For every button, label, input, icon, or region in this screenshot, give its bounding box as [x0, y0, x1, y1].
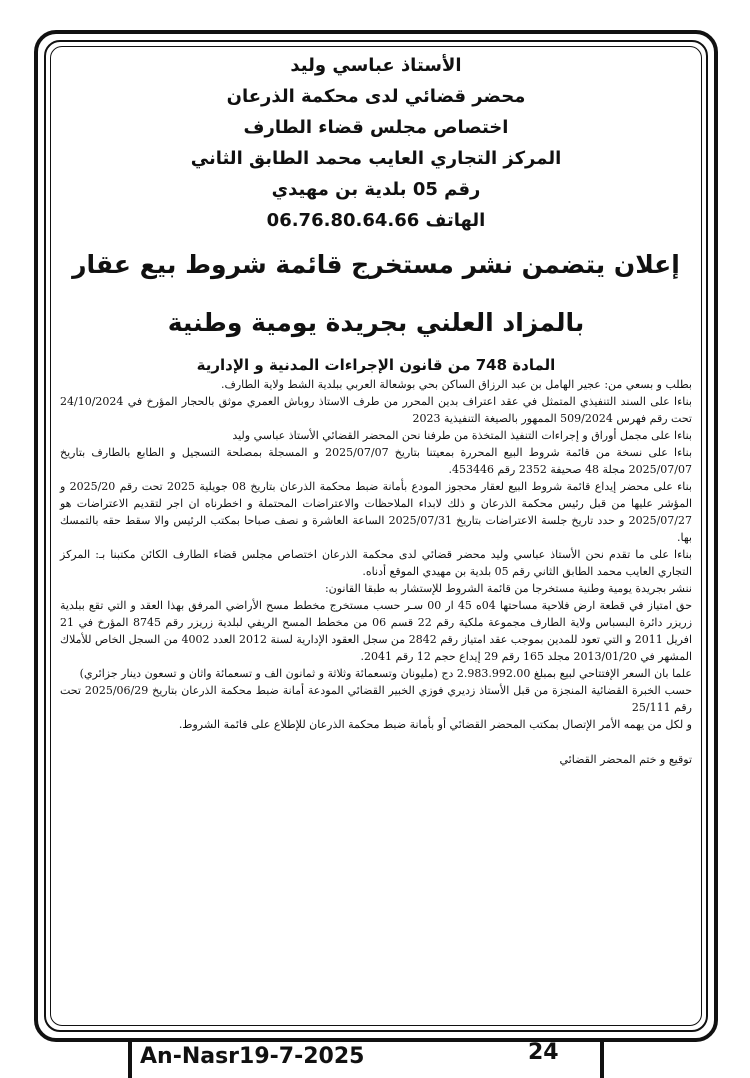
paragraph: بطلب و بسعي من: عجير الهامل بن عبد الرزاق الساكن بحي بوشعالة العربي ببلدية الشط ولاية الطارف. — [220, 378, 692, 391]
paragraph: حسب الخبرة القضائية المنجزة من قبل الأستاذ زديري فوزي الخبير القضائي المودعة أمانة ضبط محكمة الذرعان بتاريخ 2025/06/29 تحت رقم 25/111 — [60, 684, 692, 714]
announcement-body — [60, 376, 692, 733]
paragraph: و لكل من يهمه الأمر الإتصال بمكتب المحضر القضائي أو بأمانة ضبط محكمة الذرعان للإطلاع على قائمة الشروط. — [178, 718, 692, 731]
bailiff-municipality: رقم 05 بلدية بن مهيدي — [271, 179, 481, 200]
announcement-title-line2: بالمزاد العلني بجريدة يومية وطنية — [167, 308, 585, 337]
bailiff-address: المركز التجاري العايب محمد الطابق الثاني — [190, 148, 562, 169]
bailiff-header — [60, 50, 692, 236]
paragraph: بناءا على ما تقدم نحن الأستاذ عباسي وليد محضر قضائي لدى محكمة الذرعان اختصاص مجلس قضاء الطارف الكائن مكتبنا بـ: المركز التجاري العايب محمد الطابق الثاني رقم 05 بلدية بن مهيدي الموقع أدناه. — [60, 548, 692, 578]
announcement-title-line1: إعلان يتضمن نشر مستخرج قائمة شروط بيع عقار — [72, 250, 680, 279]
bailiff-court: محضر قضائي لدى محكمة الذرعان — [226, 86, 526, 107]
paragraph: بناء على محضر إيداع قائمة شروط البيع لعقار محجوز المودع بأمانة ضبط محكمة الذرعان بتاريخ 08 جويلية 2025 تحت رقم 2025/20 و المؤشر عليها من قبل رئيس محكمة الذرعان و ذلك لابداء الملاحظات والاعتراضات المحتملة و اخطرناه ان اجر لتقديم الاعتراضات هو 2025/07/27 و حدد تاريخ جلسة الاعتراضات بتاريخ 2025/07/31 الساعة العاشرة و نصف صباحا بمكتب الرئيس والا سقط حقه بالتمسك بها. — [60, 480, 692, 544]
bailiff-jurisdiction: اختصاص مجلس قضاء الطارف — [243, 117, 509, 138]
signature-line: توقيع و ختم المحضر القضائي — [559, 753, 692, 766]
paragraph: علما بان السعر الإفتتاحي لبيع بمبلغ 2.983.992.00 دج (مليونان وتسعمائة وثلاثة و ثمانون الف و تسعمائة واثان و تسعون دينار جزائري) — [79, 667, 692, 680]
bailiff-phone: الهاتف 06.76.80.64.66 — [266, 210, 486, 231]
announcement-content — [60, 50, 692, 1010]
page-number: 24 — [528, 1040, 559, 1065]
legal-article: المادة 748 من قانون الإجراءات المدنية و الإدارية — [196, 356, 556, 374]
paragraph: بناءا على السند التنفيذي المتمثل في عقد اعتراف بدين المحرر من طرف الاستاذ روباش العمري موثق بالحجار المؤرخ في 24/10/2024 تحت رقم فهرس 509/2024 الممهور بالصيغة التنفيذية 2023 — [60, 395, 692, 425]
paragraph: ننشر بجريدة يومية وطنية مستخرجا من قائمة الشروط للإستشار به طبقا القانون: — [324, 582, 692, 595]
publication-date: An-Nasr19-7-2025 — [140, 1044, 365, 1069]
paragraph: حق امتياز في قطعة ارض فلاحية مساحتها 04ه 45 ار 00 سـر حسب مستخرج مخطط مسح الأراضي المرفق بهذا العقد و التي تقع ببلدية زريزر دائرة البسباس ولاية الطارف مجموعة ملكية رقم 22 قسم 06 من مخطط المسح الريفي لبلدية زريزر رقم 8745 المؤرخ في 21 افريل 2011 و التي تعود للمدين بموجب عقد امتياز رقم 2842 من سجل العقود الإدارية لسنة 2012 العدد 4002 من السجل الخاص للأملاك المشهر في 2013/01/20 مجلد 165 رقم 29 إيداع حجم 12 رقم 2041. — [60, 599, 693, 663]
paragraph: بناءا على مجمل أوراق و إجراءات التنفيذ المتخذة من طرفنا نحن المحضر القضائي الأستاذ عباسي وليد — [232, 429, 692, 442]
bailiff-name: الأستاذ عباسي وليد — [290, 55, 462, 76]
paragraph: بناءا على نسخة من قائمة شروط البيع المحررة بمعيتنا بتاريخ 2025/07/07 و المسجلة بمصلحة التسجيل و الطابع بالطارف بتاريخ 2025/07/07 مجلة 48 صحيفة 2352 رقم 453446. — [60, 446, 692, 476]
